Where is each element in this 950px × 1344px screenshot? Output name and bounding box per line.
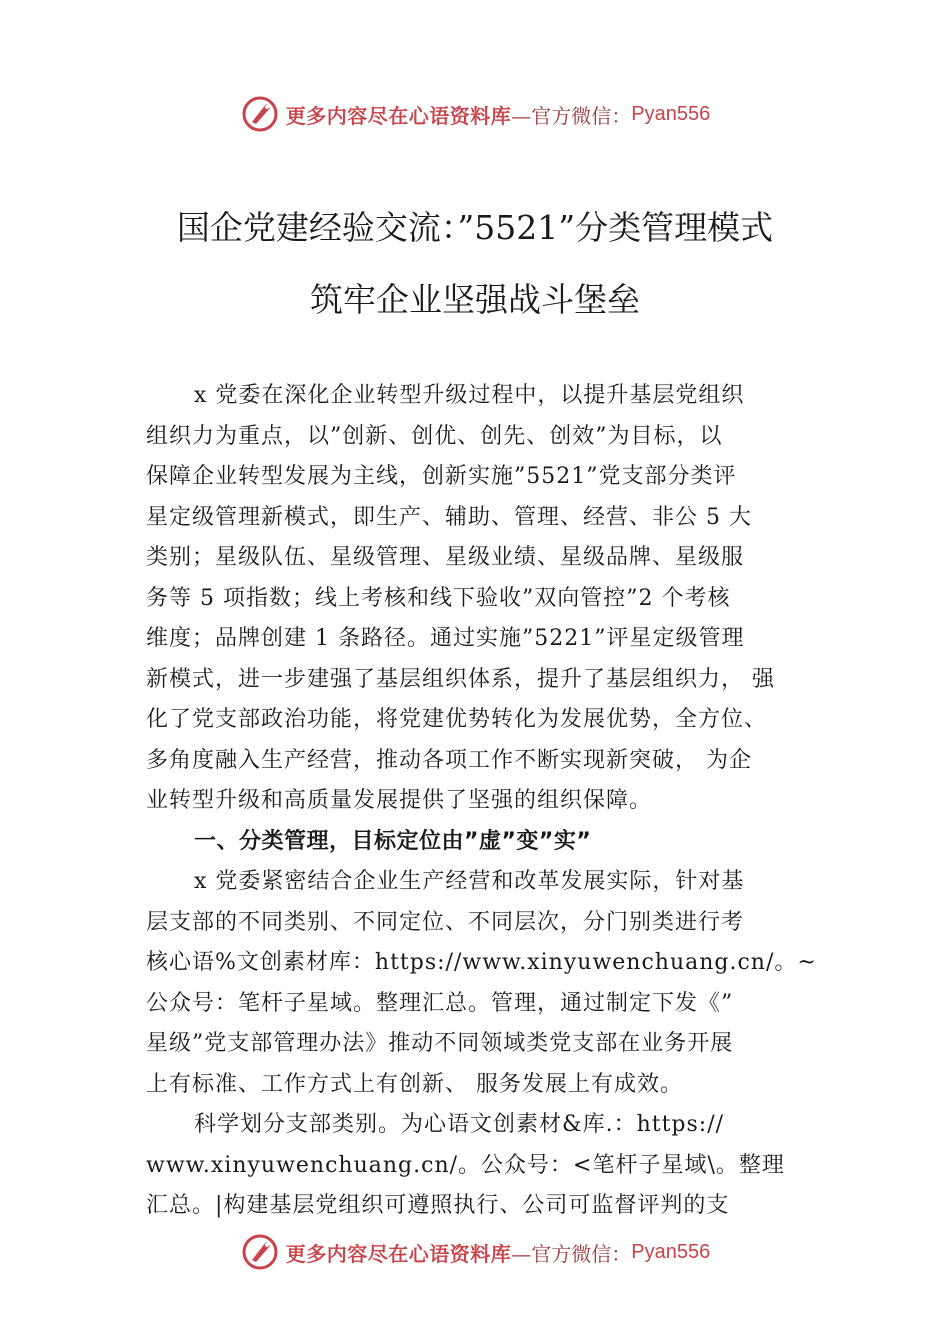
paragraph-line: 星级”党支部管理办法》推动不同领域类党支部在业务开展	[146, 1031, 734, 1056]
page-title-line-2: 筑牢企业坚强战斗堡垒	[310, 280, 640, 319]
pen-nib-circle-icon	[240, 94, 280, 134]
paragraph-line: 核心语%文创素材库：https://www.xinyuwenchuang.cn/。~	[146, 950, 817, 975]
paragraph-line: 科学划分支部类别。为心语文创素材&库.：https://	[194, 1112, 725, 1137]
pen-nib-circle-icon	[240, 1232, 280, 1272]
paragraph-line: 维度；品牌创建 1 条路径。通过实施”5221”评星定级管理	[146, 626, 745, 651]
paragraph-line: x 党委在深化企业转型升级过程中，以提升基层党组织	[194, 383, 745, 408]
banner-wechat-id: Pyan556	[631, 102, 711, 125]
paragraph-line: 组织力为重点，以”创新、创优、创先、创效”为目标，以	[146, 423, 723, 449]
banner-wechat-id: Pyan556	[631, 1240, 711, 1263]
paragraph-line: 多角度融入生产经营，推动各项工作不断实现新突破， 为企	[146, 747, 752, 773]
paragraph-line: www.xinyuwenchuang.cn/。公众号：<笔杆子星域\。整理	[146, 1152, 785, 1178]
paragraph-line: 汇总。|构建基层党组织可遵照执行、公司可监督评判的支	[146, 1193, 730, 1218]
banner-sub-text: —官方微信：	[511, 1241, 632, 1266]
paragraph-line: 化了党支部政治功能，将党建优势转化为发展优势，全方位、	[146, 707, 768, 732]
banner-main-text: 更多内容尽在心语资料库	[285, 1241, 512, 1266]
paragraph-line: 新模式，进一步建强了基层组织体系，提升了基层组织力， 强	[146, 666, 775, 692]
banner-sub-text: —官方微信：	[511, 103, 632, 128]
paragraph-line: x 党委紧密结合企业生产经营和改革发展实际，针对基	[194, 869, 745, 894]
page-title-line-1: 国企党建经验交流：”5521”分类管理模式	[176, 208, 774, 247]
paragraph-line: 务等 5 项指数；线上考核和线下验收”双向管控”2 个考核	[146, 585, 731, 611]
banner-main-text: 更多内容尽在心语资料库	[285, 103, 512, 128]
paragraph-line: 公众号：笔杆子星域。整理汇总。管理，通过制定下发《”	[146, 990, 734, 1016]
footer-watermark-banner	[0, 1230, 950, 1274]
paragraph-line: 层支部的不同类别、不同定位、不同层次，分门别类进行考	[146, 909, 745, 935]
document-body	[146, 376, 826, 1227]
header-watermark-banner	[0, 92, 950, 136]
paragraph-line: 保障企业转型发展为主线，创新实施”5521”党支部分类评	[146, 464, 737, 489]
paragraph-line: 上有标准、工作方式上有创新、 服务发展上有成效。	[146, 1071, 683, 1097]
paragraph-line: 业转型升级和高质量发展提供了坚强的组织保障。	[146, 788, 653, 813]
paragraph-line: 星定级管理新模式，即生产、辅助、管理、经营、非公 5 大	[146, 504, 752, 530]
paragraph-line: 类别；星级队伍、星级管理、星级业绩、星级品牌、星级服	[146, 545, 745, 570]
section-heading: 一、分类管理，目标定位由”虚”变”实”	[194, 828, 592, 854]
